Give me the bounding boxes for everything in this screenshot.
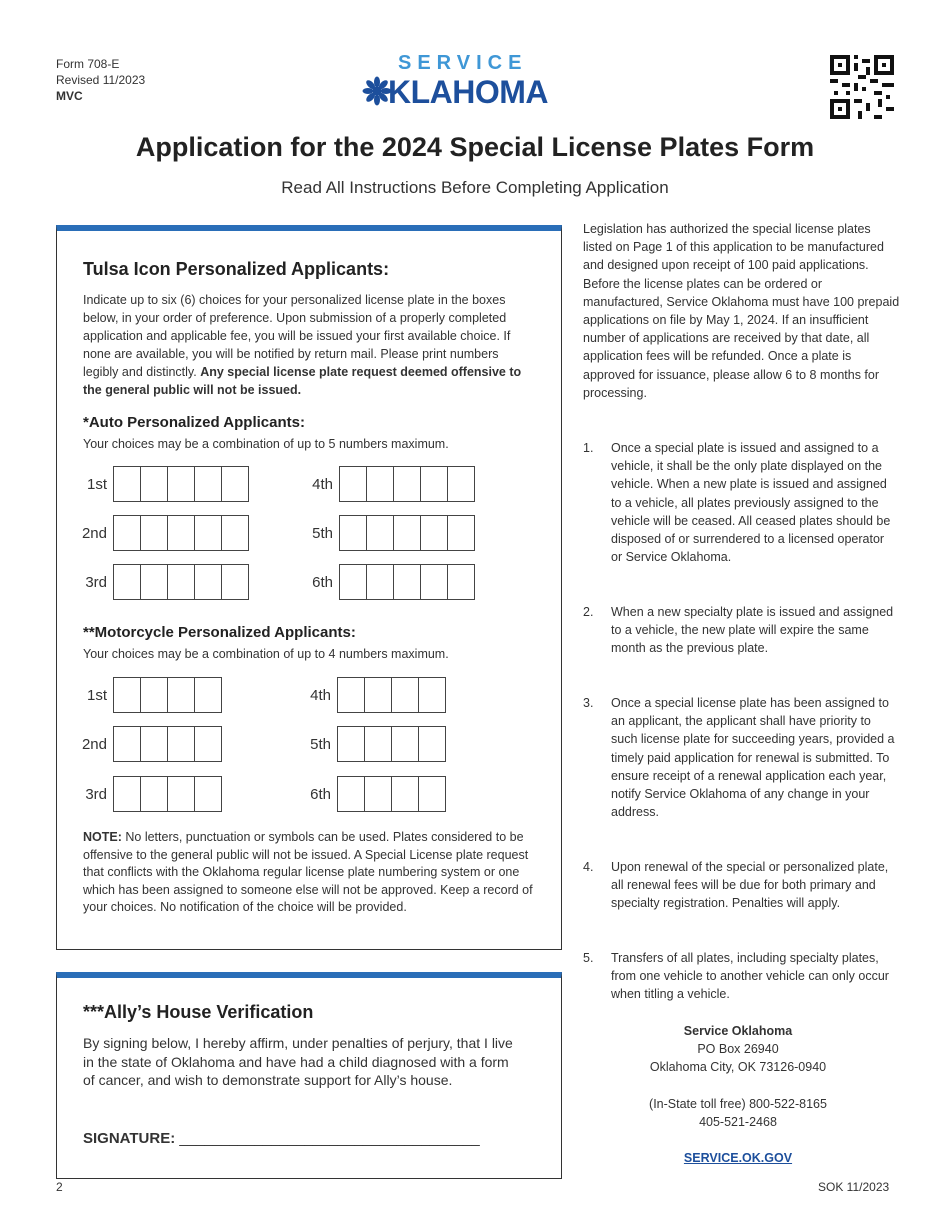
digit-box[interactable] — [394, 467, 421, 501]
digit-box[interactable] — [392, 777, 419, 811]
signature-label: SIGNATURE: — [83, 1130, 176, 1147]
service-oklahoma-logo — [362, 52, 582, 112]
digit-box[interactable] — [338, 777, 365, 811]
digit-box[interactable] — [419, 727, 445, 761]
digit-box[interactable] — [195, 565, 222, 599]
footer-code: SOK 11/2023 — [818, 1180, 890, 1194]
tulsa-personalized-panel — [56, 225, 562, 950]
choice-label: 6th — [312, 573, 333, 591]
digit-box[interactable] — [141, 516, 168, 550]
logo-service-text: SERVICE — [398, 52, 528, 74]
digit-box[interactable] — [114, 467, 141, 501]
qr-code-icon — [830, 55, 894, 119]
auto-choice-4 — [299, 466, 475, 502]
auto-choice-4-boxes — [339, 466, 475, 502]
allys-house-panel — [56, 972, 562, 1179]
auto-choice-1-boxes — [113, 466, 249, 502]
digit-box[interactable] — [419, 678, 445, 712]
digit-box[interactable] — [419, 777, 445, 811]
tulsa-intro-text: Indicate up to six (6) choices for your personalized license plate in the boxes below, in your order of preference. Upon submission of a properly completed application and applicable fee, you will be issued your first available choice. If none are available, you will be notified by return mail. Please print numbers legibly and distinctly. — [83, 293, 511, 379]
moto-heading: **Motorcycle Personalized Applicants: — [83, 624, 356, 641]
contact-po-box: PO Box 26940 — [697, 1042, 779, 1057]
choice-label: 4th — [310, 686, 331, 704]
item-number: 5. — [583, 951, 594, 965]
page-title: Application for the 2024 Special License Plates Form — [135, 132, 815, 162]
choice-label: 2nd — [81, 524, 107, 542]
digit-box[interactable] — [195, 777, 221, 811]
digit-box[interactable] — [141, 727, 168, 761]
digit-box[interactable] — [141, 777, 168, 811]
moto-choice-3-boxes — [113, 776, 222, 812]
moto-choice-4-boxes — [337, 677, 446, 713]
digit-box[interactable] — [394, 516, 421, 550]
digit-box[interactable] — [394, 565, 421, 599]
moto-choice-4 — [297, 677, 446, 713]
digit-box[interactable] — [448, 565, 474, 599]
note-text: No letters, punctuation or symbols can be used. Plates considered to be offensive to the general public will not be issued. A Special License plate request that conflicts with the Oklahoma regular license plate numbering system or one which has been assigned to someone else will not be approved. Keep a record of your choices. No notification of the choice will be provided. — [83, 830, 533, 914]
digit-box[interactable] — [141, 565, 168, 599]
item-text: Once a special plate is issued and assigned to a vehicle, it shall be the only plate displayed on the vehicle. When a new plate is issued and assigned to a vehicle, all plates previously assigned to the vehicle will be ceased. All ceased plates should be disposed of or surrendered to a licensed operator or Service Oklahoma. — [611, 441, 891, 565]
choice-label: 1st — [86, 686, 107, 704]
auto-choice-1 — [73, 466, 249, 502]
auto-choice-2-boxes — [113, 515, 249, 551]
form-division: MVC — [56, 89, 83, 103]
item-number: 2. — [583, 605, 594, 619]
note-block — [83, 829, 539, 917]
auto-heading: *Auto Personalized Applicants: — [83, 414, 305, 431]
moto-note: Your choices may be a combination of up to 4 numbers maximum. — [83, 647, 449, 661]
digit-box[interactable] — [340, 467, 367, 501]
digit-box[interactable] — [168, 565, 195, 599]
item-number: 3. — [583, 696, 594, 710]
digit-box[interactable] — [195, 516, 222, 550]
item-text: When a new specialty plate is issued and assigned to a vehicle, the new plate will expire the same month as the previous plate. — [611, 605, 894, 656]
contact-city: Oklahoma City, OK 73126-0940 — [649, 1060, 827, 1075]
digit-box[interactable] — [367, 516, 394, 550]
signature-line[interactable]: ____________________________________ — [179, 1130, 480, 1147]
choice-label: 6th — [310, 785, 331, 803]
tulsa-intro-bold: Any special license plate request deemed offensive to the general public will not be issued. — [83, 365, 522, 397]
legislation-paragraph: Legislation has authorized the special license plates listed on Page 1 of this application to be manufactured and designed upon receipt of 100 paid applications. Before the license plates can be ordered or manufactured, Service Oklahoma must have 100 prepaid applications on file by May 1, 2024. If an insufficient number of applications are received by that date, all application fees will be refunded. Once a plate is approved for issuance, please allow 6 to 8 months for processing. — [583, 222, 900, 400]
digit-box[interactable] — [392, 678, 419, 712]
moto-choice-1 — [73, 677, 222, 713]
digit-box[interactable] — [222, 565, 248, 599]
moto-choice-5 — [297, 726, 446, 762]
digit-box[interactable] — [114, 678, 141, 712]
tulsa-intro — [83, 291, 535, 399]
digit-box[interactable] — [421, 565, 448, 599]
choice-label: 5th — [310, 735, 331, 753]
digit-box[interactable] — [338, 678, 365, 712]
contact-tollfree: (In-State toll free) 800-522-8165 — [649, 1096, 827, 1111]
auto-choice-2 — [73, 515, 249, 551]
form-meta — [56, 56, 145, 104]
digit-box[interactable] — [195, 727, 221, 761]
choice-label: 1st — [86, 475, 107, 493]
digit-box[interactable] — [168, 777, 195, 811]
digit-box[interactable] — [195, 678, 221, 712]
digit-box[interactable] — [195, 467, 222, 501]
digit-box[interactable] — [421, 516, 448, 550]
digit-box[interactable] — [168, 516, 195, 550]
digit-box[interactable] — [340, 565, 367, 599]
digit-box[interactable] — [114, 777, 141, 811]
choice-label: 4th — [312, 475, 333, 493]
auto-choice-6 — [299, 564, 475, 600]
digit-box[interactable] — [222, 516, 248, 550]
digit-box[interactable] — [392, 727, 419, 761]
form-revised: Revised 11/2023 — [56, 73, 146, 87]
auto-choice-5-boxes — [339, 515, 475, 551]
item-number: 4. — [583, 860, 594, 874]
allys-text: By signing below, I hereby affirm, under penalties of perjury, that I live in the state of Oklahoma and have had a child diagnosed with a form of cancer, and wish to demonstrate support for Ally’s house. — [83, 1035, 513, 1088]
digit-box[interactable] — [114, 516, 141, 550]
website-link[interactable]: SERVICE.OK.GOV — [683, 1151, 793, 1166]
allys-heading: ***Ally’s House Verification — [83, 1002, 314, 1022]
digit-box[interactable] — [338, 727, 365, 761]
moto-choice-1-boxes — [113, 677, 222, 713]
digit-box[interactable] — [365, 727, 392, 761]
moto-choice-6 — [297, 776, 446, 812]
digit-box[interactable] — [421, 467, 448, 501]
digit-box[interactable] — [448, 467, 474, 501]
digit-box[interactable] — [448, 516, 474, 550]
digit-box[interactable] — [114, 727, 141, 761]
choice-label: 5th — [312, 524, 333, 542]
digit-box[interactable] — [141, 678, 168, 712]
digit-box[interactable] — [365, 678, 392, 712]
choice-label: 3rd — [85, 785, 107, 803]
item-number: 1. — [583, 441, 594, 455]
item-text: Transfers of all plates, including specialty plates, from one vehicle to another vehicle can only occur when titling a vehicle. — [611, 951, 889, 1002]
moto-choice-5-boxes — [337, 726, 446, 762]
auto-note: Your choices may be a combination of up to 5 numbers maximum. — [83, 437, 449, 451]
digit-box[interactable] — [168, 678, 195, 712]
contact-name: Service Oklahoma — [683, 1024, 793, 1038]
digit-box[interactable] — [222, 467, 248, 501]
auto-choice-3-boxes — [113, 564, 249, 600]
signature-row — [83, 1130, 480, 1148]
digit-box[interactable] — [141, 467, 168, 501]
contact-phone: 405-521-2468 — [699, 1114, 777, 1129]
auto-choice-3 — [73, 564, 249, 600]
moto-choice-3 — [73, 776, 222, 812]
digit-box[interactable] — [367, 565, 394, 599]
page-number: 2 — [56, 1180, 63, 1194]
item-text: Upon renewal of the special or personalized plate, all renewal fees will be due for both primary and specialty registration. Penalties will apply. — [611, 860, 889, 911]
logo-oklahoma-text: KLAHOMA — [388, 74, 549, 110]
note-label: NOTE: — [83, 830, 122, 844]
contact-block — [583, 1022, 893, 1167]
auto-choice-6-boxes — [339, 564, 475, 600]
digit-box[interactable] — [168, 467, 195, 501]
choice-label: 2nd — [81, 735, 107, 753]
page-subtitle: Read All Instructions Before Completing Application — [281, 178, 669, 197]
form-number: Form 708-E — [56, 57, 120, 71]
item-text: Once a special license plate has been assigned to an applicant, the applicant shall have priority to such license plate for succeeding years, provided a timely paid application for renewal is submitted. To ensure receipt of a renewal application each year, notify Service Oklahoma of any change in your address. — [611, 696, 895, 820]
digit-box[interactable] — [168, 727, 195, 761]
auto-choice-5 — [299, 515, 475, 551]
digit-box[interactable] — [365, 777, 392, 811]
digit-box[interactable] — [367, 467, 394, 501]
tulsa-heading: Tulsa Icon Personalized Applicants: — [83, 259, 390, 279]
digit-box[interactable] — [340, 516, 367, 550]
digit-box[interactable] — [114, 565, 141, 599]
moto-choice-2 — [73, 726, 222, 762]
choice-label: 3rd — [85, 573, 107, 591]
moto-choice-2-boxes — [113, 726, 222, 762]
moto-choice-6-boxes — [337, 776, 446, 812]
